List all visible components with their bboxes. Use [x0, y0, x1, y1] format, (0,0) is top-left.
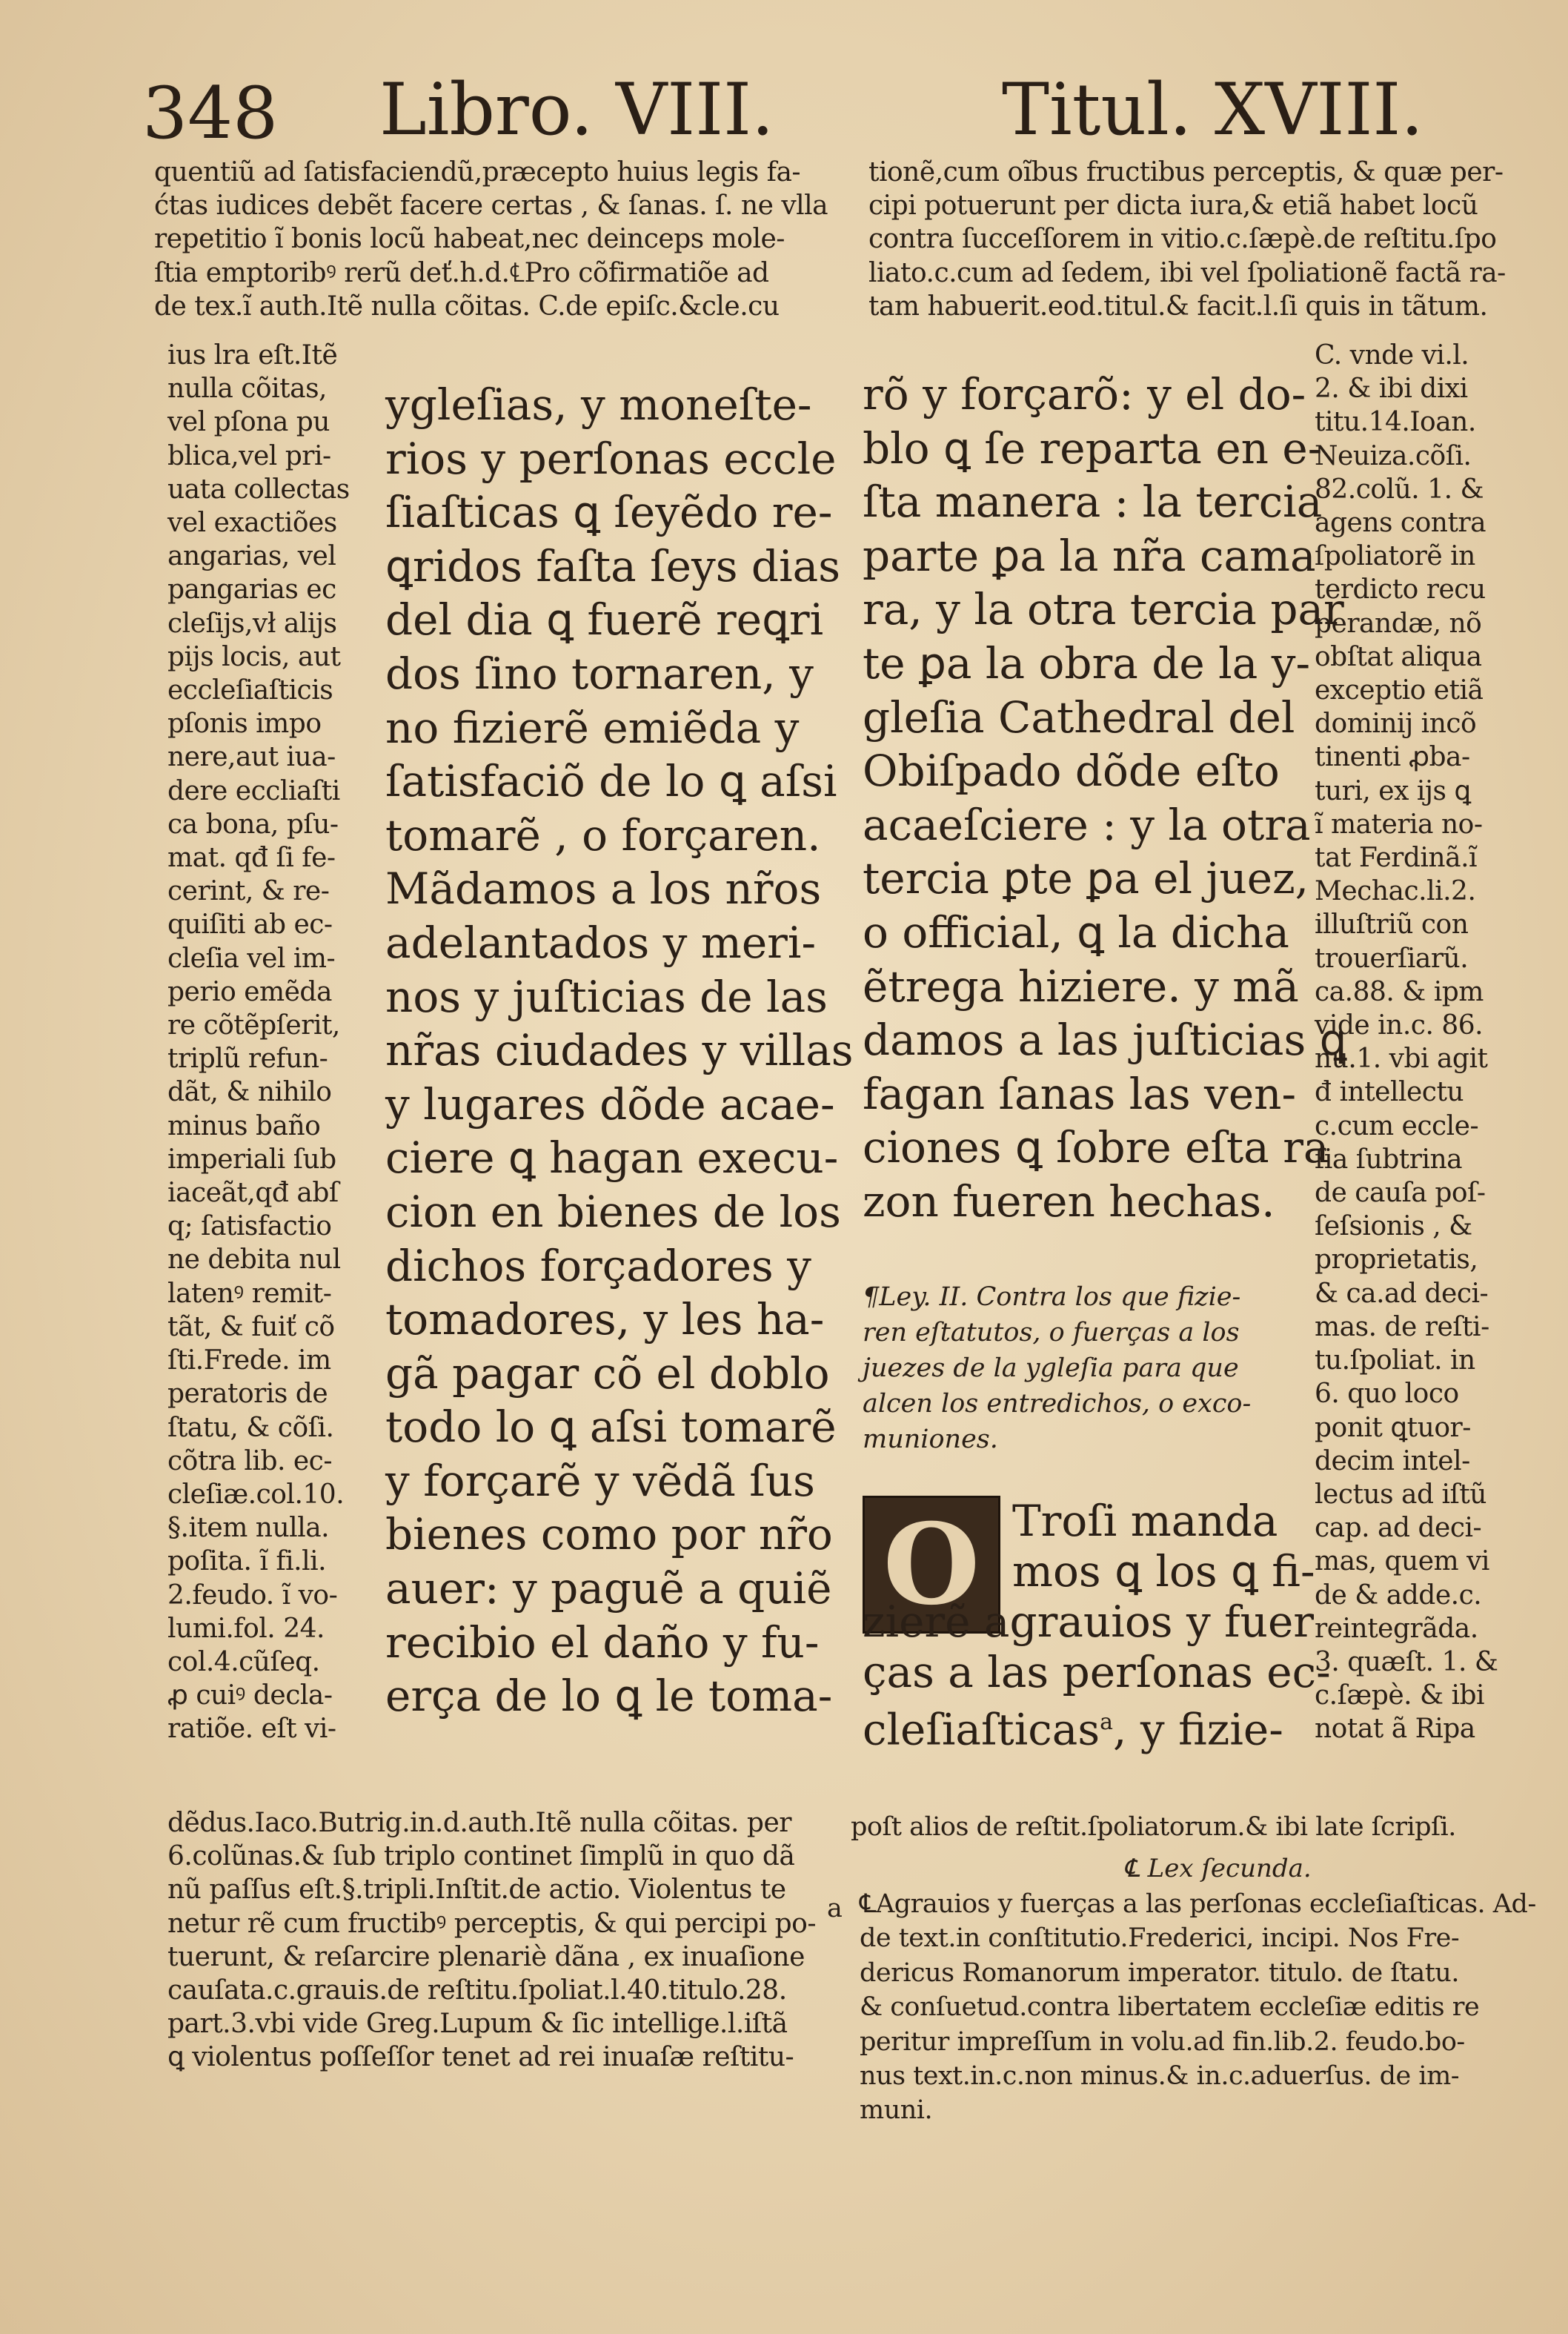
gloss-line: cõtra lib. ec-: [167, 1445, 333, 1476]
text-line: & conſuetud.contra libertatem eccleſiæ editis re: [860, 1992, 1480, 2023]
text-line: rõ y forçarõ: y el do-: [863, 369, 1306, 420]
gloss-line: mas. de reſti-: [1315, 1311, 1489, 1342]
gloss-line: 82.colũ. 1. &: [1315, 474, 1484, 505]
text-line: mos ꝗ los ꝗ fi-: [1012, 1546, 1315, 1597]
gloss-line: illuſtriũ con: [1315, 909, 1469, 941]
text-line: te ꝑa la obra de la y-: [863, 637, 1311, 689]
main-text-right-column: [863, 368, 1346, 1229]
gloss-line: obſtat aliqua: [1315, 641, 1482, 672]
gloss-line: tu.ſpoliat. in: [1315, 1345, 1475, 1376]
footnote-marker: a: [1100, 1709, 1113, 1735]
gloss-line: iaceãt,qđ abſ: [167, 1178, 339, 1209]
gloss-line: perandæ, nõ: [1315, 608, 1482, 639]
running-head-book: Libro. VIII.: [379, 68, 774, 151]
text-line: ꝗridos faſta ſeys dias: [385, 540, 840, 591]
text-line: cion en bienes de los: [385, 1186, 841, 1237]
text-line: ẽtrega hiziere. y mã: [863, 961, 1299, 1012]
gloss-line: tãt, & fuiť cõ: [167, 1311, 335, 1342]
ley-heading: [863, 1279, 1251, 1457]
gloss-line: uata collectas: [167, 474, 350, 505]
text-line: tomadores, y les ha-: [385, 1294, 825, 1345]
gloss-line: col.4.cũſeq.: [167, 1646, 320, 1677]
footnote-marker-bottom: a: [827, 1894, 843, 1923]
gloss-line: nere,aut iua-: [167, 742, 336, 773]
text-line: ças a las perſonas ec-: [863, 1647, 1331, 1697]
gloss-line: ſti.Frede. im: [167, 1345, 331, 1376]
gloss-line: titu.14.Ioan.: [1315, 407, 1476, 438]
text-line: liato.c.cum ad ſedem, ibi vel ſpoliationẽ factã ra-: [868, 257, 1506, 288]
text-line: y lugares dõde acae-: [385, 1078, 835, 1130]
text-line: quentiũ ad ſatisfaciendũ,præcepto huius legis fa-: [154, 157, 801, 188]
text-line: ćtas iudices debẽt facere certas , & ſanas. ſ. ne vlla: [154, 190, 828, 222]
text-line: de tex.ĩ auth.Itẽ nulla cõitas. C.de epiſc.&cle.cu: [154, 291, 780, 322]
text-line: tionẽ,cum oĩbus fructibus perceptis, & quæ per-: [868, 157, 1504, 188]
text-line: adelantados y meri-: [385, 917, 817, 968]
gloss-line: cerint, & re-: [167, 876, 330, 907]
gloss-line: ca bona, pſu-: [167, 809, 339, 840]
text-line: tuerunt, & reſarcire plenariè dãna , ex inuaſione: [167, 1941, 805, 1972]
gloss-line: imperiali ſub: [167, 1144, 336, 1175]
gloss-line: ne debita nul: [167, 1244, 341, 1276]
gloss-line: reintegrãda.: [1315, 1613, 1478, 1644]
text-line: 6.colũnas.& ſub triplo continet ſimplũ in quo dã: [167, 1841, 795, 1872]
gloss-line: latenꝰ remit-: [167, 1278, 332, 1309]
gloss-line: eccleſiaſticis: [167, 675, 333, 706]
ley-line: alcen los entredichos, o exco-: [863, 1389, 1252, 1419]
text-line: recibio el daño y fu-: [385, 1617, 820, 1668]
left-margin-gloss: [167, 339, 350, 1746]
gloss-line: ꝓ cuiꝰ decla-: [167, 1680, 333, 1711]
gloss-line: 2.feudo. ĩ vo-: [167, 1579, 338, 1611]
text-line: tercia ꝑte ꝑa el juez,: [863, 853, 1309, 904]
text-line: Troſi manda: [1012, 1496, 1278, 1546]
gloss-line: mas, quem vi: [1315, 1546, 1489, 1577]
gloss-line: cleſijs,vł alijs: [167, 608, 337, 639]
gloss-line: c.cum eccle-: [1315, 1110, 1479, 1141]
ley-line: ¶Ley. II. Contra los que fizie-: [863, 1282, 1241, 1312]
gloss-line: vide in.c. 86.: [1315, 1010, 1484, 1041]
gloss-line: 2. & ibi dixi: [1315, 374, 1468, 405]
gloss-line: pſonis impo: [167, 709, 322, 740]
page-number: 348: [142, 72, 279, 155]
text-line: del dia ꝗ fuerẽ reꝗri: [385, 594, 824, 646]
gloss-line: & ca.ad deci-: [1315, 1278, 1489, 1309]
text-line: part.3.vbi vide Greg.Lupum & ſic intellige.l.iſtã: [167, 2009, 788, 2040]
text-line: dericus Romanorum imperator. titulo. de ſtatu.: [860, 1957, 1459, 1988]
gloss-line: decim intel-: [1315, 1445, 1470, 1476]
gloss-line: ſpoliatorẽ in: [1315, 541, 1475, 572]
text-line: parte ꝑa la nr̃a cama: [863, 530, 1316, 581]
gloss-line: ſtatu, & cõſi.: [167, 1412, 334, 1443]
ley-line: muniones.: [863, 1425, 998, 1454]
text-line: y forçarẽ y vẽdã ſus: [385, 1455, 815, 1506]
gloss-line: Mechac.li.2.: [1315, 876, 1476, 907]
text-line: tam habuerit.eod.titul.& facit.l.ſi quis in tãtum.: [868, 291, 1488, 322]
gloss-line: proprietatis,: [1315, 1244, 1478, 1276]
gloss-line: Neuiza.cõſi.: [1315, 440, 1472, 471]
top-left-gloss: [154, 156, 828, 323]
gloss-line: peratoris de: [167, 1379, 328, 1410]
text-line: ꝗ violentus poſſeſſor tenet ad rei inuaſæ reſtitu-: [167, 2042, 794, 2073]
text-line: nus text.in.c.non minus.& in.c.aduerſus. de im-: [860, 2061, 1460, 2092]
text-line: nos y juſticias de las: [385, 971, 828, 1022]
gloss-line: c.ſæpè. & ibi: [1315, 1680, 1485, 1711]
text-line: [863, 1697, 1331, 1754]
text-line: nr̃as ciudades y villas: [385, 1025, 854, 1076]
text-line: netur rẽ cum fructibꝰ perceptis, & qui percipi po-: [167, 1908, 816, 1939]
gloss-line: q; ſatisfactio: [167, 1211, 332, 1242]
ley-line: juezes de la ygleſia para que: [863, 1353, 1239, 1383]
text-line: peritur impreſſum in volu.ad fin.lib.2. feudo.bo-: [860, 2026, 1465, 2057]
gloss-line: ſeſsionis , &: [1315, 1211, 1472, 1242]
text-line: acaeſciere : y la otra: [863, 799, 1311, 850]
text-line: damos a las juſticias ꝗ: [863, 1015, 1347, 1066]
gloss-line: §.item nulla.: [167, 1513, 330, 1544]
text-line: fagan ſanas las ven-: [863, 1068, 1297, 1119]
gloss-line: poſita. ĩ fi.li.: [167, 1546, 327, 1577]
text-line: Obiſpado dõde eſto: [863, 746, 1280, 797]
running-head-title: Titul. XVIII.: [1002, 68, 1424, 151]
text-line: gleſia Cathedral del: [863, 692, 1295, 743]
text-line: ciere ꝗ hagan execu-: [385, 1133, 839, 1184]
text-line: contra ſucceſſorem in vitio.c.ſæpè.de reſtitu.ſpo: [868, 224, 1497, 255]
text-line: ℄Agrauios y fuerças a las perſonas eccleſiaſticas. Ad-: [860, 1889, 1536, 1919]
text-line: dẽdus.Iaco.Butrig.in.d.auth.Itẽ nulla cõitas. per: [167, 1808, 791, 1838]
text-line: tomarẽ , o forçaren.: [385, 809, 821, 861]
gloss-line: tat Ferdinã.ĩ: [1315, 843, 1478, 874]
gloss-line: tinenti ꝓba-: [1315, 742, 1470, 773]
text-line: o official, ꝗ la dicha: [863, 906, 1289, 958]
main-text-ley-body: [863, 1496, 1331, 1754]
text-line: ſiaſticas ꝗ ſeyẽdo re-: [385, 487, 833, 538]
gloss-line: cap. ad deci-: [1315, 1513, 1482, 1544]
gloss-line: perio emẽda: [167, 976, 332, 1007]
bottom-right-gloss: [860, 1887, 1536, 2128]
text-line: ſtia emptoribꝰ rerũ deť.h.d.℄Pro cõfirmatiõe ad: [154, 257, 769, 288]
gloss-line: 3. quæſt. 1. &: [1315, 1646, 1498, 1677]
gloss-line: dere eccliaſti: [167, 775, 340, 806]
text-line: todo lo ꝗ aſsi tomarẽ: [385, 1402, 837, 1453]
gloss-line: quiſiti ab ec-: [167, 909, 333, 941]
gloss-line: de & adde.c.: [1315, 1579, 1482, 1611]
gloss-line: ratiõe. eſt vi-: [167, 1714, 336, 1745]
gloss-line: trouerſiarũ.: [1315, 943, 1469, 974]
gloss-line: ĩ materia no-: [1315, 809, 1483, 840]
text-segment: cleſiaſticas: [863, 1704, 1100, 1755]
text-line: repetitio ĩ bonis locũ habeat,nec deinceps mole-: [154, 224, 785, 255]
gloss-line: minus baño: [167, 1110, 321, 1141]
gloss-line: ius lra eſt.Itẽ: [167, 340, 338, 371]
text-line: Mãdamos a los nr̃os: [385, 863, 822, 915]
gloss-line: terdicto recu: [1315, 574, 1486, 606]
text-line: gã pagar cõ el doblo: [385, 1347, 830, 1399]
gloss-line: de cauſa poſ-: [1315, 1178, 1486, 1209]
text-line: rios y perſonas eccle: [385, 433, 837, 484]
gloss-line: angarias, vel: [167, 541, 336, 572]
gloss-line: ſia ſubtrina: [1315, 1144, 1463, 1175]
text-line: dichos forçadores y: [385, 1240, 811, 1291]
right-margin-gloss: [1315, 339, 1498, 1746]
gloss-line: re cõtẽpſerit,: [167, 1010, 340, 1041]
text-line: bienes como por nr̃o: [385, 1509, 833, 1560]
ley-line: ren eſtatutos, o fuerças a los: [863, 1318, 1240, 1347]
gloss-line: ponit ꝗtuor-: [1315, 1412, 1471, 1443]
gloss-line: pijs locis, aut: [167, 641, 341, 672]
text-line: ſta manera : la tercia: [863, 477, 1323, 528]
top-right-gloss: [868, 156, 1506, 323]
gloss-line: pangarias ec: [167, 574, 336, 606]
gloss-line: lumi.fol. 24.: [167, 1613, 325, 1644]
gloss-line: dãt, & nihilo: [167, 1077, 332, 1108]
text-line: ſatisfaciõ de lo ꝗ aſsi: [385, 756, 837, 807]
gloss-line: blica,vel pri-: [167, 440, 331, 471]
lex-secunda-heading: ℄ Lex ſecunda.: [1123, 1854, 1312, 1883]
gloss-line: agens contra: [1315, 508, 1486, 539]
text-line: zon fueren hechas.: [863, 1176, 1275, 1227]
bottom-left-gloss: [167, 1806, 816, 2075]
gloss-line: nu.1. vbi agit: [1315, 1044, 1488, 1075]
gloss-line: cleſia vel im-: [167, 943, 336, 974]
gloss-line: vel pſona pu: [167, 407, 330, 438]
text-line: blo ꝗ ſe reparta en e-: [863, 422, 1323, 474]
text-line: muni.: [860, 2095, 933, 2126]
gloss-line: cleſiæ.col.10.: [167, 1479, 345, 1510]
bottom-right-top-line: poſt alios de reſtit.ſpoliatorum.& ibi late ſcripſi.: [851, 1812, 1456, 1842]
gloss-line: exceptio etiã: [1315, 675, 1484, 706]
gloss-line: 6. quo loco: [1315, 1379, 1459, 1410]
gloss-line: dominij incõ: [1315, 709, 1477, 740]
text-line: auer: y paguẽ a quiẽ: [385, 1563, 832, 1614]
text-line: no fizierẽ emiẽda y: [385, 702, 800, 753]
text-line: cauſata.c.grauis.de reſtitu.ſpoliat.l.40.titulo.28.: [167, 1975, 787, 2006]
text-line: nũ paſſus eſt.§.tripli.Inſtit.de actio. Violentus te: [167, 1874, 786, 1906]
gloss-line: đ intellectu: [1315, 1077, 1464, 1108]
gloss-line: notat ã Ripa: [1315, 1714, 1475, 1745]
text-line: de text.in conſtitutio.Frederici, incipi. Nos Fre-: [860, 1923, 1460, 1954]
text-line: ygleſias, y moneſte-: [385, 379, 812, 430]
gloss-line: nulla cõitas,: [167, 374, 328, 405]
text-line: erça de lo ꝗ le toma-: [385, 1671, 833, 1722]
gloss-line: vel exactiões: [167, 508, 337, 539]
gloss-line: mat. qđ ſi fe-: [167, 843, 336, 874]
text-segment: , y fizie-: [1113, 1704, 1283, 1755]
initial-letter: O: [883, 1499, 980, 1630]
main-text-left-column: [385, 378, 854, 1723]
gloss-line: triplũ refun-: [167, 1044, 328, 1075]
gloss-line: ca.88. & ipm: [1315, 976, 1484, 1007]
gloss-line: turi, ex ijs ꝗ: [1315, 775, 1471, 806]
text-line: zierẽ agrauios y fuer: [863, 1597, 1315, 1647]
text-line: cipi potuerunt per dicta iura,& etiã habet locũ: [868, 190, 1478, 222]
gloss-line: lectus ad iſtũ: [1315, 1479, 1486, 1510]
text-line: ra, y la otra tercia par: [863, 584, 1344, 635]
gloss-line: C. vnde vi.l.: [1315, 340, 1469, 371]
text-line: dos ſino tornaren, y: [385, 648, 814, 699]
text-line: ciones ꝗ ſobre eſta ra: [863, 1122, 1329, 1173]
